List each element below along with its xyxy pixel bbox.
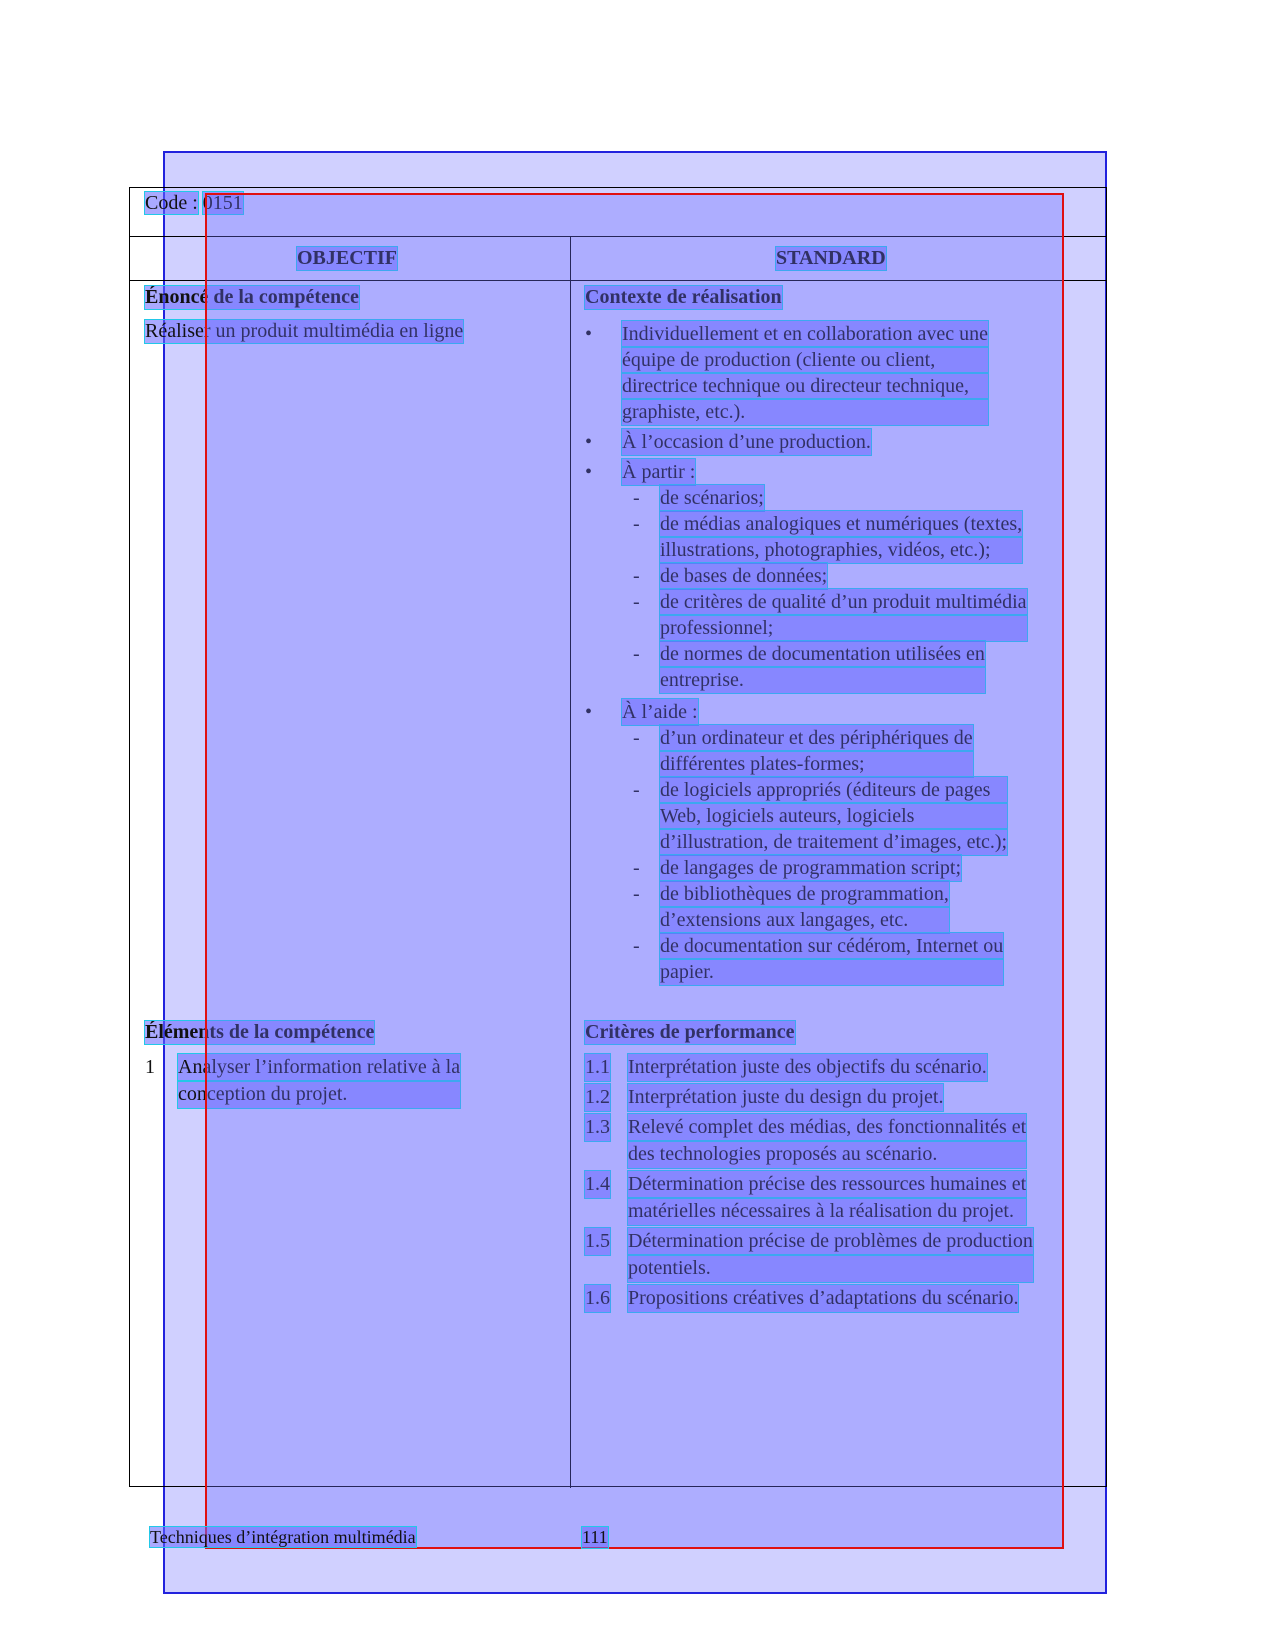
enonce-title: Énoncé de la compétence xyxy=(145,286,359,308)
contexte-title: Contexte de réalisation xyxy=(585,286,782,308)
code-value: 0151 xyxy=(202,192,243,214)
bullet-marker: • xyxy=(585,431,593,453)
critere-line: Détermination précise de problèmes de production xyxy=(628,1228,1033,1255)
sub-line: de bibliothèques de programmation, xyxy=(660,883,949,905)
dash-marker: - xyxy=(633,513,640,535)
footer-page-number: 111 xyxy=(582,1527,608,1547)
dash-marker: - xyxy=(633,487,640,509)
bullet-line: À l’aide : xyxy=(622,701,698,723)
footer-program: Techniques d’intégration multimédia xyxy=(150,1527,416,1547)
bullet-marker: • xyxy=(585,461,593,483)
bullet-line: équipe de production (cliente ou client, xyxy=(622,347,988,373)
dash-marker: - xyxy=(633,883,640,905)
bullet-line: À partir : xyxy=(622,461,696,483)
critere-line: des technologies proposés au scénario. xyxy=(628,1141,1026,1168)
sub-line: de médias analogiques et numériques (textes, xyxy=(660,513,1023,535)
critere-number: 1.5 xyxy=(585,1228,610,1255)
sub-line: illustrations, photographies, vidéos, etc.); xyxy=(660,537,1022,563)
critere-number: 1.3 xyxy=(585,1114,610,1141)
dash-marker: - xyxy=(633,727,640,749)
sub-line: différentes plates-formes; xyxy=(660,751,973,777)
critere-line: potentiels. xyxy=(628,1255,1033,1282)
bullet-line: directrice technique ou directeur technique, xyxy=(622,373,988,399)
bullet-line: Individuellement et en collaboration avec une xyxy=(622,323,988,345)
bullet-line: À l’occasion d’une production. xyxy=(622,431,871,453)
header-objectif: OBJECTIF xyxy=(297,247,398,269)
sub-line: de normes de documentation utilisées en xyxy=(660,643,985,665)
dash-marker: - xyxy=(633,857,640,879)
critere-number: 1.6 xyxy=(585,1285,610,1312)
sub-line: de documentation sur cédérom, Internet ou xyxy=(660,935,1004,957)
bullet-line: graphiste, etc.). xyxy=(622,399,988,425)
sub-line: entreprise. xyxy=(660,667,985,693)
element-line: conception du projet. xyxy=(178,1081,460,1108)
overlay-inner-box xyxy=(202,192,1064,1549)
critere-line: Propositions créatives d’adaptations du scénario. xyxy=(628,1285,1018,1312)
critere-number: 1.1 xyxy=(585,1054,610,1081)
element-line: Analyser l’information relative à la xyxy=(178,1054,460,1081)
sub-line: de logiciels appropriés (éditeurs de pages xyxy=(660,777,1007,803)
dash-marker: - xyxy=(633,779,640,801)
critere-line: Interprétation juste des objectifs du scénario. xyxy=(628,1054,987,1081)
element-number: 1 xyxy=(145,1056,155,1078)
critere-number: 1.4 xyxy=(585,1171,610,1198)
elements-title: Éléments de la compétence xyxy=(145,1021,375,1043)
dash-marker: - xyxy=(633,591,640,613)
critere-line: Interprétation juste du design du projet. xyxy=(628,1084,943,1111)
bullet-marker: • xyxy=(585,701,593,723)
criteres-title: Critères de performance xyxy=(585,1021,795,1043)
code-label: Code : xyxy=(145,192,198,214)
critere-line: matérielles nécessaires à la réalisation du projet. xyxy=(628,1198,1026,1225)
sub-line: professionnel; xyxy=(660,615,1027,641)
sub-line: d’illustration, de traitement d’images, etc.); xyxy=(660,831,1008,853)
critere-line: Détermination précise des ressources humaines et xyxy=(628,1171,1026,1198)
sub-line: papier. xyxy=(660,959,1003,985)
critere-line: Relevé complet des médias, des fonctionnalités et xyxy=(628,1114,1026,1141)
critere-number: 1.2 xyxy=(585,1084,610,1111)
enonce-text: Réaliser un produit multimédia en ligne xyxy=(145,320,464,342)
sub-line: d’extensions aux langages, etc. xyxy=(660,907,949,933)
sub-line: de critères de qualité d’un produit multimédia xyxy=(660,591,1027,613)
sub-line: de langages de programmation script; xyxy=(660,857,962,879)
sub-line: de bases de données; xyxy=(660,565,828,587)
sub-line: d’un ordinateur et des périphériques de xyxy=(660,727,973,749)
sub-line: de scénarios; xyxy=(660,487,764,509)
dash-marker: - xyxy=(633,565,640,587)
page-footer xyxy=(150,1527,608,1548)
dash-marker: - xyxy=(633,935,640,957)
header-standard: STANDARD xyxy=(776,247,886,269)
bullet-marker: • xyxy=(585,323,593,345)
dash-marker: - xyxy=(633,643,640,665)
sub-line: Web, logiciels auteurs, logiciels xyxy=(660,803,1007,829)
